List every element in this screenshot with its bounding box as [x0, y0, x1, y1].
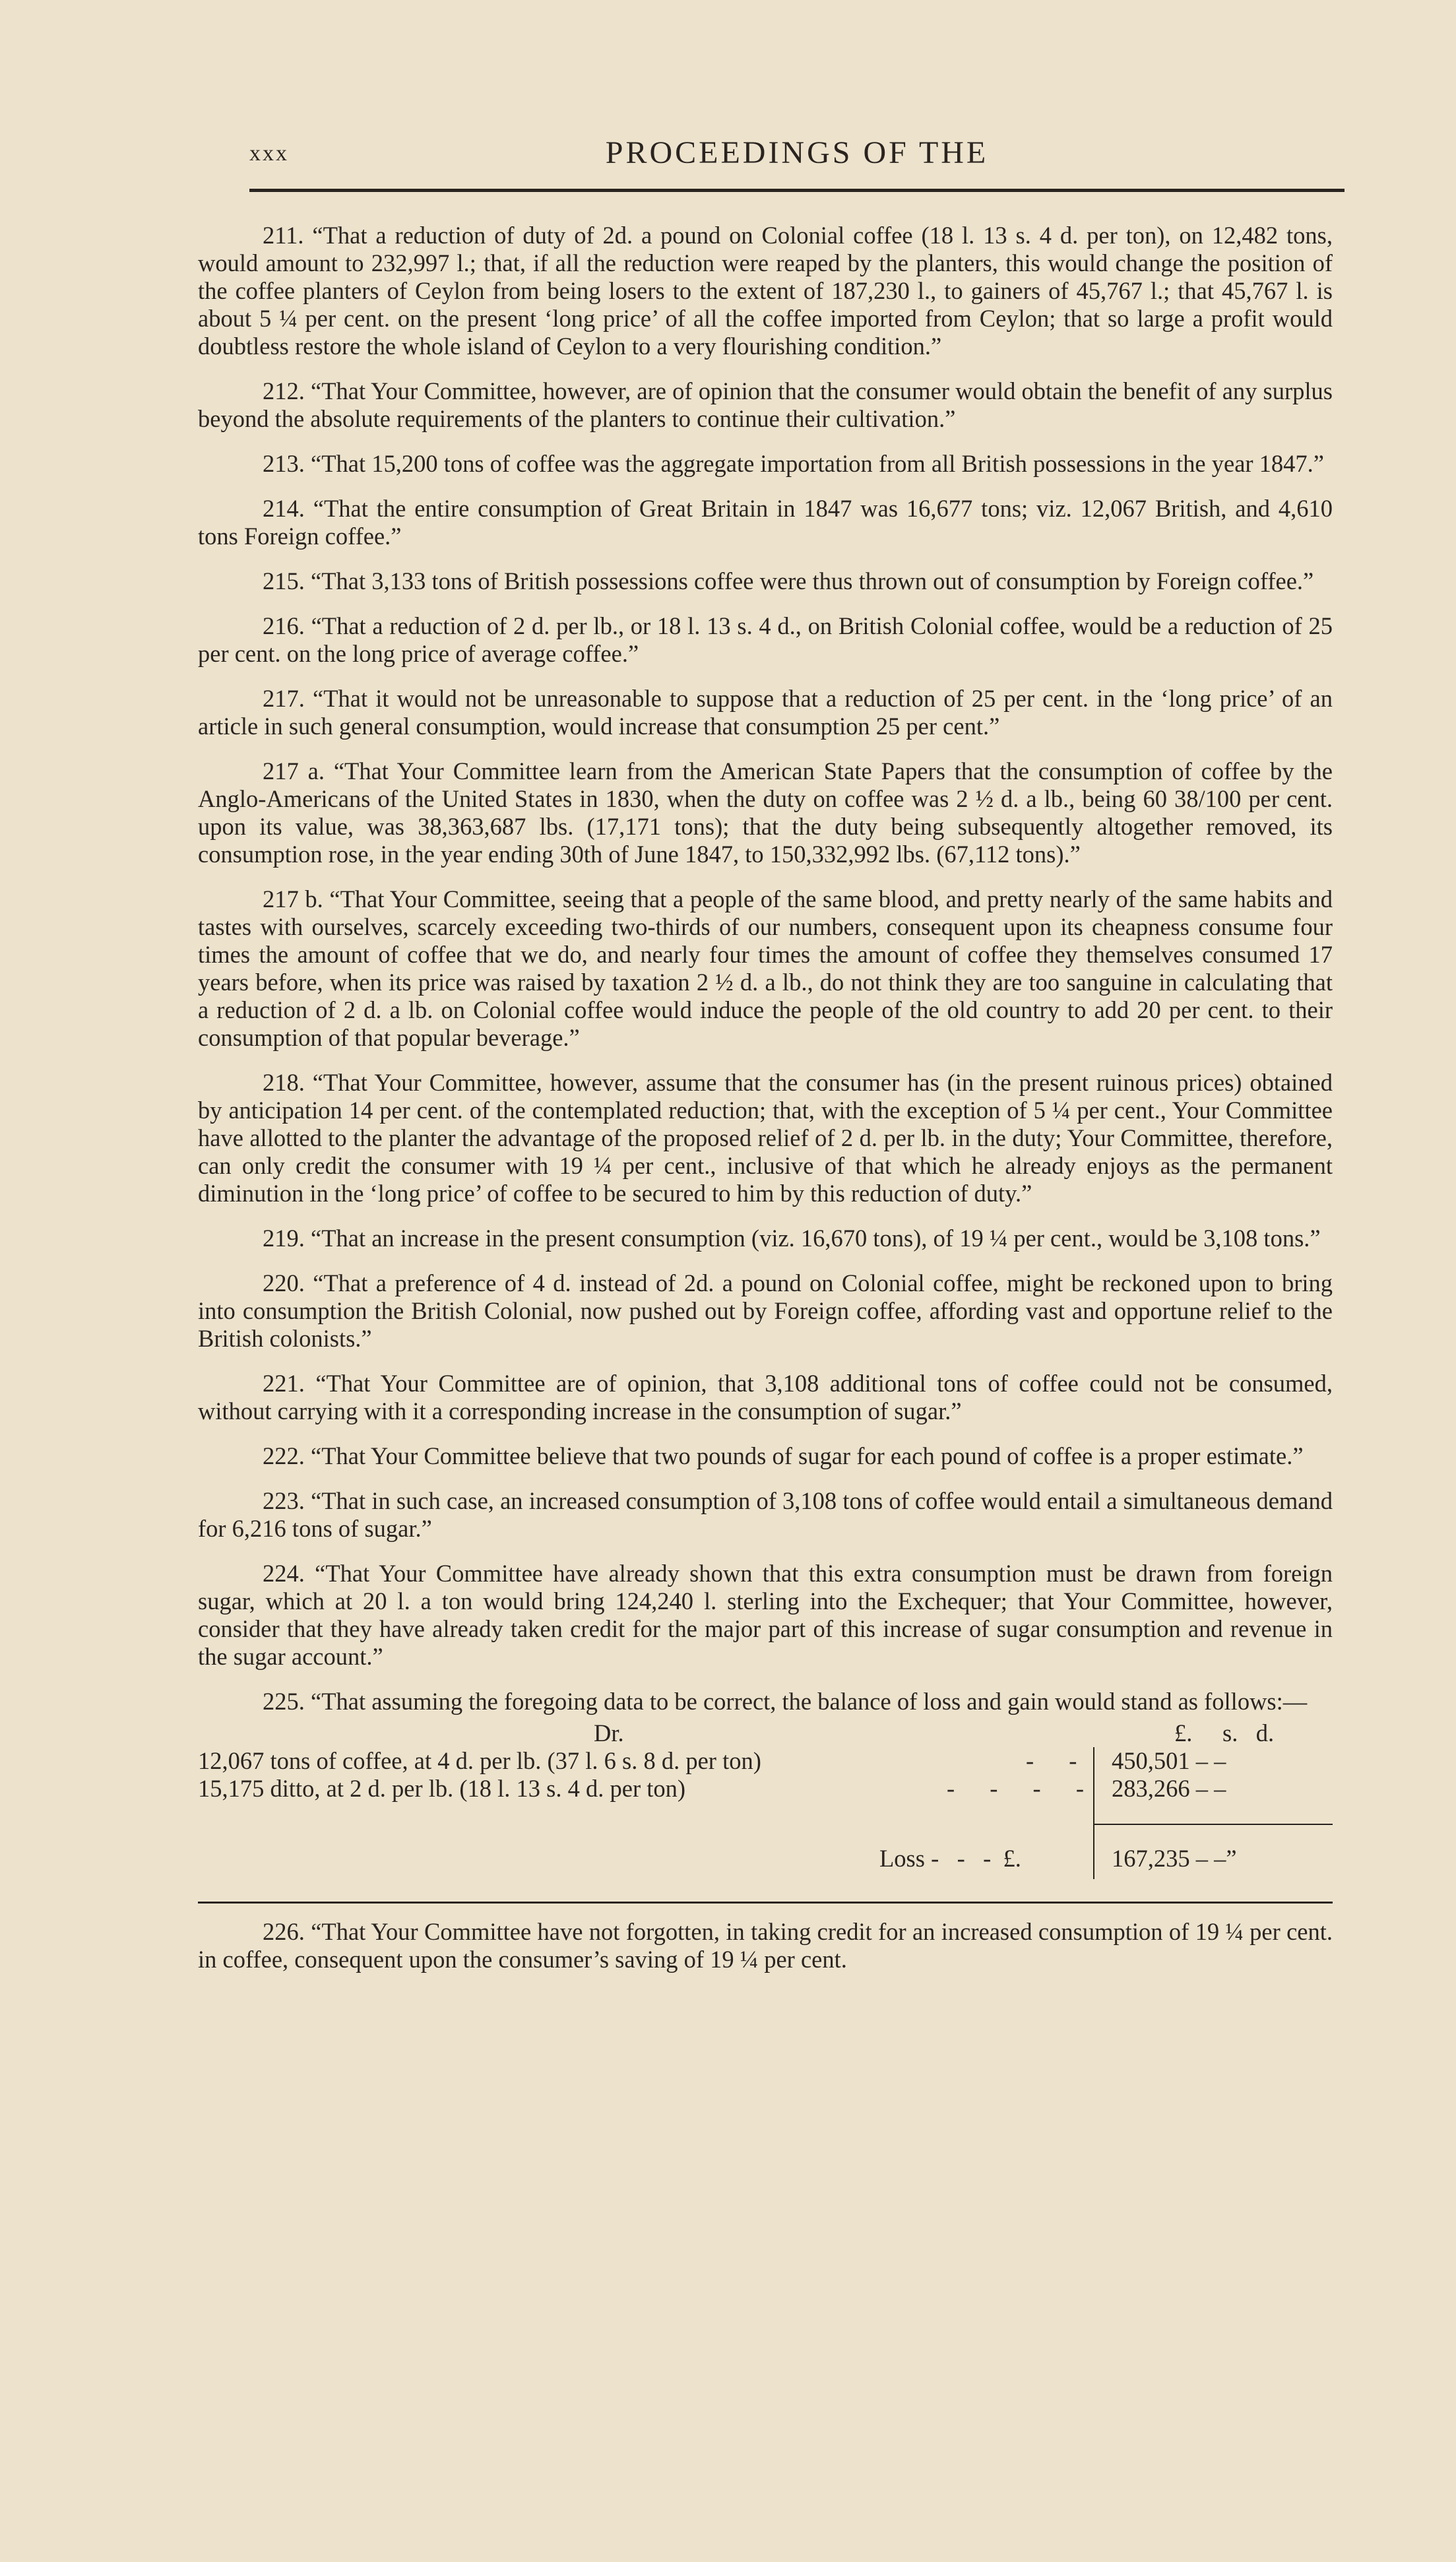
paragraph-219: 219. “That an increase in the present consumption (viz. 16,670 tons), of 19 ¼ per cent., would be 3,108 tons.” — [263, 1225, 1321, 1252]
ledger-row-item: 15,175 ditto, at 2 d. per lb. (18 l. 13 s. 4 d. per ton) — [198, 1775, 686, 1802]
paragraph-212: 212. “That Your Committee, however, are of opinion that the consumer would obtain the benefit of any surplus beyond the absolute requirements of the planters to continue their cultivation.” — [198, 377, 1333, 432]
paragraph-225: 225. “That assuming the foregoing data to be correct, the balance of loss and gain would stand as follows:— — [263, 1688, 1308, 1715]
ledger-bottom-rule — [198, 1902, 1333, 1904]
paragraph-216: 216. “That a reduction of 2 d. per lb., or 18 l. 13 s. 4 d., on British Colonial coffee, would be a reduction of 25 per cent. on the long price of average coffee.” — [198, 612, 1333, 667]
paragraph-224: 224. “That Your Committee have already shown that this extra consumption must be drawn from foreign sugar, which at 20 l. a ton would bring 124,240 l. sterling into the Exchequer; that Your Committee, however, consider that they have already taken credit for the major part of this increase of sugar consumption and revenue in the sugar account.” — [198, 1560, 1333, 1670]
ledger-row-amount: 283,266 – – — [1112, 1775, 1226, 1802]
ledger-loss-amount: 167,235 – –” — [1112, 1845, 1237, 1872]
ledger-sum-rule — [1093, 1824, 1333, 1825]
paragraph-217b: 217 b. “That Your Committee, seeing that a people of the same blood, and pretty nearly of the same habits and tastes with ourselves, scarcely exceeding two-thirds of our numbers, consequent upon its cheapness consume four times the amount of coffee that we do, and nearly four times the amount of coffee they themselves consumed 17 years before, when its price was raised by taxation 2 ½ d. a lb., do not think they are too sanguine in calculating that a reduction of 2 d. a lb. on Colonial coffee would induce the people of the old country to add 20 per cent. to their consumption of that popular beverage.” — [198, 885, 1333, 1051]
ledger-row — [198, 1775, 1069, 1803]
header-rule — [249, 189, 1345, 192]
ledger-row-amount: 450,501 – – — [1112, 1747, 1226, 1774]
ledger-row — [198, 1747, 1069, 1775]
ledger-column-rule — [1093, 1747, 1094, 1879]
paragraph-215: 215. “That 3,133 tons of British possessions coffee were thus thrown out of consumption by Foreign coffee.” — [263, 567, 1314, 594]
paragraph-218: 218. “That Your Committee, however, assume that the consumer has (in the present ruinous prices) obtained by anticipation 14 per cent. of the contemplated reduction; that, with the exception of 5 ¼ per cent., Your Committee have allotted to the planter the advantage of the proposed relief of 2 d. per lb. in the duty; Your Committee, therefore, can only credit the consumer with 19 ¼ per cent., inclusive of that which he already enjoys as the permanent diminution in the ‘long price’ of coffee to be secured to him by this reduction of duty.” — [198, 1069, 1333, 1207]
page-number: xxx — [249, 141, 289, 166]
paragraph-223: 223. “That in such case, an increased consumption of 3,108 tons of coffee would entail a simultaneous demand for 6,216 tons of sugar.” — [198, 1487, 1333, 1542]
paragraph-213: 213. “That 15,200 tons of coffee was the aggregate importation from all British possessions in the year 1847.” — [263, 450, 1325, 477]
paragraph-214: 214. “That the entire consumption of Great Britain in 1847 was 16,677 tons; viz. 12,067 British, and 4,610 tons Foreign coffee.” — [198, 495, 1333, 550]
ledger-loss-label: Loss - - - £. — [879, 1845, 1021, 1872]
paragraph-211: 211. “That a reduction of duty of 2d. a pound on Colonial coffee (18 l. 13 s. 4 d. per ton), on 12,482 tons, would amount to 232,997 l.; that, if all the reduction were reaped by the planters, this would change the position of the coffee planters of Ceylon from being losers to the extent of 187,230 l., to gainers of 45,767 l.; that 45,767 l. is about 5 ¼ per cent. on the present ‘long price’ of all the coffee imported from Ceylon; that so large a profit would doubtless restore the whole island of Ceylon to a very flourishing condition.” — [198, 222, 1333, 360]
running-head: PROCEEDINGS OF THE — [605, 135, 989, 170]
document-body — [198, 222, 1333, 1991]
ledger-row-dashes: - - — [1026, 1747, 1092, 1774]
paragraph-217a: 217 a. “That Your Committee learn from the American State Papers that the consumption of coffee by the Anglo-Americans of the United States in 1830, when the duty on coffee was 2 ½ d. a lb., being 60 38/100 per cent. upon its value, was 38,363,687 lbs. (17,171 tons); that the duty being subsequently altogether removed, its consumption rose, in the year ending 30th of June 1847, to 150,332,992 lbs. (67,112 tons).” — [198, 757, 1333, 868]
balance-ledger — [198, 1719, 1333, 1884]
ledger-row-dashes: - - - - — [947, 1775, 1098, 1802]
ledger-dr-label: Dr. — [594, 1719, 624, 1746]
paragraph-221: 221. “That Your Committee are of opinion, that 3,108 additional tons of coffee could not be consumed, without carrying with it a corresponding increase in the consumption of sugar.” — [198, 1370, 1333, 1425]
page-header — [249, 129, 1345, 182]
paragraph-222: 222. “That Your Committee believe that two pounds of sugar for each pound of coffee is a proper estimate.” — [263, 1442, 1304, 1469]
paragraph-220: 220. “That a preference of 4 d. instead of 2d. a pound on Colonial coffee, might be reckoned upon to bring into consumption the British Colonial, now pushed out by Foreign coffee, affording vast and opportune relief to the British colonists.” — [198, 1269, 1333, 1352]
paragraph-217: 217. “That it would not be unreasonable to suppose that a reduction of 25 per cent. in the ‘long price’ of an article in such general consumption, would increase that consumption 25 per cent.” — [198, 685, 1333, 740]
ledger-column-heads: £. s. d. — [1174, 1719, 1275, 1746]
ledger-row-item: 12,067 tons of coffee, at 4 d. per lb. (37 l. 6 s. 8 d. per ton) — [198, 1747, 761, 1774]
paragraph-226: 226. “That Your Committee have not forgotten, in taking credit for an increased consumption of 19 ¼ per cent. in coffee, consequent upon the consumer’s saving of 19 ¼ per cent. — [198, 1918, 1333, 1973]
